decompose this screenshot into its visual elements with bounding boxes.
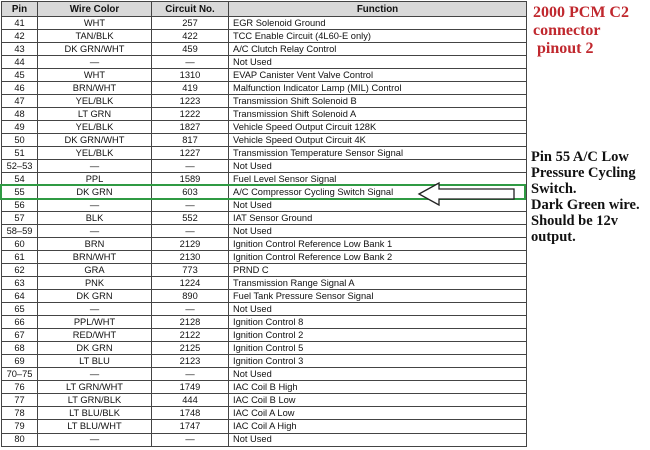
- wire-color-cell: —: [38, 303, 152, 316]
- circuit-no-cell: 1224: [152, 277, 229, 290]
- pin-55-note: [531, 149, 649, 245]
- function-cell: A/C Clutch Relay Control: [229, 43, 527, 56]
- wire-color-cell: LT BLU/WHT: [38, 420, 152, 433]
- circuit-no-cell: 603: [152, 186, 229, 199]
- circuit-no-cell: —: [152, 225, 229, 238]
- function-cell: Ignition Control 2: [229, 329, 527, 342]
- pin-cell: 43: [2, 43, 38, 56]
- circuit-no-cell: 552: [152, 212, 229, 225]
- circuit-no-cell: 1227: [152, 147, 229, 160]
- pin-cell: 60: [2, 238, 38, 251]
- wire-color-cell: YEL/BLK: [38, 121, 152, 134]
- wire-color-cell: BLK: [38, 212, 152, 225]
- function-cell: Ignition Control 5: [229, 342, 527, 355]
- function-cell: Vehicle Speed Output Circuit 4K: [229, 134, 527, 147]
- function-cell: Fuel Level Sensor Signal: [229, 173, 527, 186]
- note-line: Switch.: [531, 181, 577, 197]
- function-cell: Ignition Control Reference Low Bank 2: [229, 251, 527, 264]
- wire-color-cell: BRN/WHT: [38, 251, 152, 264]
- pin-cell: 46: [2, 82, 38, 95]
- header-pin: Pin: [2, 2, 38, 17]
- pin-cell: 68: [2, 342, 38, 355]
- arrow-left-icon: [417, 181, 517, 207]
- title-line: pinout 2: [537, 40, 594, 57]
- header-circuit-no: Circuit No.: [152, 2, 229, 17]
- circuit-no-cell: 817: [152, 134, 229, 147]
- table-row: [2, 381, 527, 394]
- function-cell: Not Used: [229, 199, 527, 212]
- function-cell: Not Used: [229, 225, 527, 238]
- pin-cell: 41: [2, 17, 38, 30]
- table-row: [2, 303, 527, 316]
- pin-cell: 54: [2, 173, 38, 186]
- function-cell: PRND C: [229, 264, 527, 277]
- wire-color-cell: DK GRN: [38, 290, 152, 303]
- wire-color-cell: —: [38, 368, 152, 381]
- circuit-no-cell: 419: [152, 82, 229, 95]
- table-row: [2, 420, 527, 433]
- pin-cell: 42: [2, 30, 38, 43]
- wire-color-cell: YEL/BLK: [38, 95, 152, 108]
- circuit-no-cell: 1223: [152, 95, 229, 108]
- pin-cell: 55: [2, 186, 38, 199]
- wire-color-cell: —: [38, 225, 152, 238]
- pin-cell: 65: [2, 303, 38, 316]
- table-row: [2, 160, 527, 173]
- table-row: [2, 355, 527, 368]
- note-line: Pin 55 A/C Low: [531, 149, 629, 165]
- pin-cell: 63: [2, 277, 38, 290]
- header-wire-color: Wire Color: [38, 2, 152, 17]
- function-cell: Transmission Shift Solenoid B: [229, 95, 527, 108]
- header-function: Function: [229, 2, 527, 17]
- table-row: [2, 264, 527, 277]
- wire-color-cell: GRA: [38, 264, 152, 277]
- pin-cell: 79: [2, 420, 38, 433]
- table-row: [2, 225, 527, 238]
- note-line: Should be 12v: [531, 213, 619, 229]
- circuit-no-cell: 2129: [152, 238, 229, 251]
- wire-color-cell: BRN: [38, 238, 152, 251]
- function-cell: IAC Coil B High: [229, 381, 527, 394]
- circuit-no-cell: 890: [152, 290, 229, 303]
- pin-cell: 56: [2, 199, 38, 212]
- pin-cell: 45: [2, 69, 38, 82]
- wire-color-cell: WHT: [38, 17, 152, 30]
- pin-cell: 61: [2, 251, 38, 264]
- pin-cell: 49: [2, 121, 38, 134]
- circuit-no-cell: 1748: [152, 407, 229, 420]
- table-row: [2, 277, 527, 290]
- table-row: [2, 82, 527, 95]
- circuit-no-cell: 1749: [152, 381, 229, 394]
- function-cell: Fuel Tank Pressure Sensor Signal: [229, 290, 527, 303]
- table-row: [2, 394, 527, 407]
- function-cell: Not Used: [229, 56, 527, 69]
- wire-color-cell: DK GRN: [38, 342, 152, 355]
- function-cell: Not Used: [229, 303, 527, 316]
- wire-color-cell: TAN/BLK: [38, 30, 152, 43]
- function-cell: Ignition Control 8: [229, 316, 527, 329]
- wire-color-cell: PPL/WHT: [38, 316, 152, 329]
- table-row: [2, 342, 527, 355]
- circuit-no-cell: —: [152, 303, 229, 316]
- pin-cell: 78: [2, 407, 38, 420]
- wire-color-cell: PPL: [38, 173, 152, 186]
- pin-cell: 57: [2, 212, 38, 225]
- table-row: [2, 251, 527, 264]
- pin-cell: 47: [2, 95, 38, 108]
- pin-cell: 64: [2, 290, 38, 303]
- table-row: [2, 108, 527, 121]
- pinout-table: [1, 1, 527, 447]
- circuit-no-cell: 2125: [152, 342, 229, 355]
- table-row: [2, 329, 527, 342]
- table-row: [2, 147, 527, 160]
- circuit-no-cell: 1589: [152, 173, 229, 186]
- pin-cell: 44: [2, 56, 38, 69]
- function-cell: Malfunction Indicator Lamp (MIL) Control: [229, 82, 527, 95]
- wire-color-cell: YEL/BLK: [38, 147, 152, 160]
- wire-color-cell: DK GRN/WHT: [38, 134, 152, 147]
- wire-color-cell: LT BLU/BLK: [38, 407, 152, 420]
- function-cell: IAC Coil B Low: [229, 394, 527, 407]
- function-cell: Ignition Control 3: [229, 355, 527, 368]
- table-row: [2, 30, 527, 43]
- function-cell: Not Used: [229, 368, 527, 381]
- pin-cell: 77: [2, 394, 38, 407]
- table-row: [2, 290, 527, 303]
- pin-cell: 70–75: [2, 368, 38, 381]
- wire-color-cell: WHT: [38, 69, 152, 82]
- circuit-no-cell: —: [152, 433, 229, 447]
- pin-cell: 69: [2, 355, 38, 368]
- connector-title-annotation: [533, 4, 649, 58]
- circuit-no-cell: 773: [152, 264, 229, 277]
- circuit-no-cell: 1222: [152, 108, 229, 121]
- table-row: [2, 56, 527, 69]
- function-cell: IAC Coil A Low: [229, 407, 527, 420]
- circuit-no-cell: 2128: [152, 316, 229, 329]
- wire-color-cell: LT GRN/BLK: [38, 394, 152, 407]
- function-cell: EVAP Canister Vent Valve Control: [229, 69, 527, 82]
- pin-cell: 80: [2, 433, 38, 447]
- pin-cell: 50: [2, 134, 38, 147]
- circuit-no-cell: —: [152, 368, 229, 381]
- pin-cell: 51: [2, 147, 38, 160]
- table-row: [2, 407, 527, 420]
- function-cell: Not Used: [229, 433, 527, 447]
- function-cell: IAT Sensor Ground: [229, 212, 527, 225]
- table-header-row: [2, 2, 527, 17]
- circuit-no-cell: —: [152, 199, 229, 212]
- pin-cell: 67: [2, 329, 38, 342]
- function-cell: Ignition Control Reference Low Bank 1: [229, 238, 527, 251]
- wire-color-cell: RED/WHT: [38, 329, 152, 342]
- function-cell: Transmission Range Signal A: [229, 277, 527, 290]
- circuit-no-cell: —: [152, 56, 229, 69]
- circuit-no-cell: 1747: [152, 420, 229, 433]
- pin-cell: 76: [2, 381, 38, 394]
- pin-cell: 48: [2, 108, 38, 121]
- circuit-no-cell: 2122: [152, 329, 229, 342]
- pin-cell: 66: [2, 316, 38, 329]
- function-cell: Not Used: [229, 160, 527, 173]
- wire-color-cell: LT GRN: [38, 108, 152, 121]
- wire-color-cell: PNK: [38, 277, 152, 290]
- function-cell: EGR Solenoid Ground: [229, 17, 527, 30]
- table-row: [2, 17, 527, 30]
- table-row: [2, 43, 527, 56]
- table-row: [2, 316, 527, 329]
- pin-cell: 58–59: [2, 225, 38, 238]
- title-line: connector: [533, 22, 601, 39]
- function-cell: Transmission Temperature Sensor Signal: [229, 147, 527, 160]
- circuit-no-cell: 2123: [152, 355, 229, 368]
- wire-color-cell: LT GRN/WHT: [38, 381, 152, 394]
- circuit-no-cell: 459: [152, 43, 229, 56]
- function-cell: IAC Coil A High: [229, 420, 527, 433]
- function-cell: Vehicle Speed Output Circuit 128K: [229, 121, 527, 134]
- circuit-no-cell: 1827: [152, 121, 229, 134]
- table-row: [2, 368, 527, 381]
- table-row: [2, 238, 527, 251]
- table-row: [2, 134, 527, 147]
- table-row: [2, 121, 527, 134]
- table-row: [2, 95, 527, 108]
- circuit-no-cell: 422: [152, 30, 229, 43]
- circuit-no-cell: 2130: [152, 251, 229, 264]
- note-line: output.: [531, 229, 576, 245]
- note-line: Dark Green wire.: [531, 197, 640, 213]
- wire-color-cell: DK GRN/WHT: [38, 43, 152, 56]
- wire-color-cell: —: [38, 56, 152, 69]
- table-row: [2, 69, 527, 82]
- wire-color-cell: —: [38, 160, 152, 173]
- table-row: [2, 433, 527, 447]
- wire-color-cell: BRN/WHT: [38, 82, 152, 95]
- circuit-no-cell: 1310: [152, 69, 229, 82]
- title-line: 2000 PCM C2: [533, 4, 629, 21]
- table-row: [2, 212, 527, 225]
- circuit-no-cell: —: [152, 160, 229, 173]
- circuit-no-cell: 257: [152, 17, 229, 30]
- wire-color-cell: —: [38, 199, 152, 212]
- function-cell: A/C Compressor Cycling Switch Signal: [229, 186, 527, 199]
- wire-color-cell: DK GRN: [38, 186, 152, 199]
- circuit-no-cell: 444: [152, 394, 229, 407]
- pin-cell: 62: [2, 264, 38, 277]
- note-line: Pressure Cycling: [531, 165, 636, 181]
- wire-color-cell: —: [38, 433, 152, 447]
- pin-cell: 52–53: [2, 160, 38, 173]
- wire-color-cell: LT BLU: [38, 355, 152, 368]
- function-cell: TCC Enable Circuit (4L60-E only): [229, 30, 527, 43]
- function-cell: Transmission Shift Solenoid A: [229, 108, 527, 121]
